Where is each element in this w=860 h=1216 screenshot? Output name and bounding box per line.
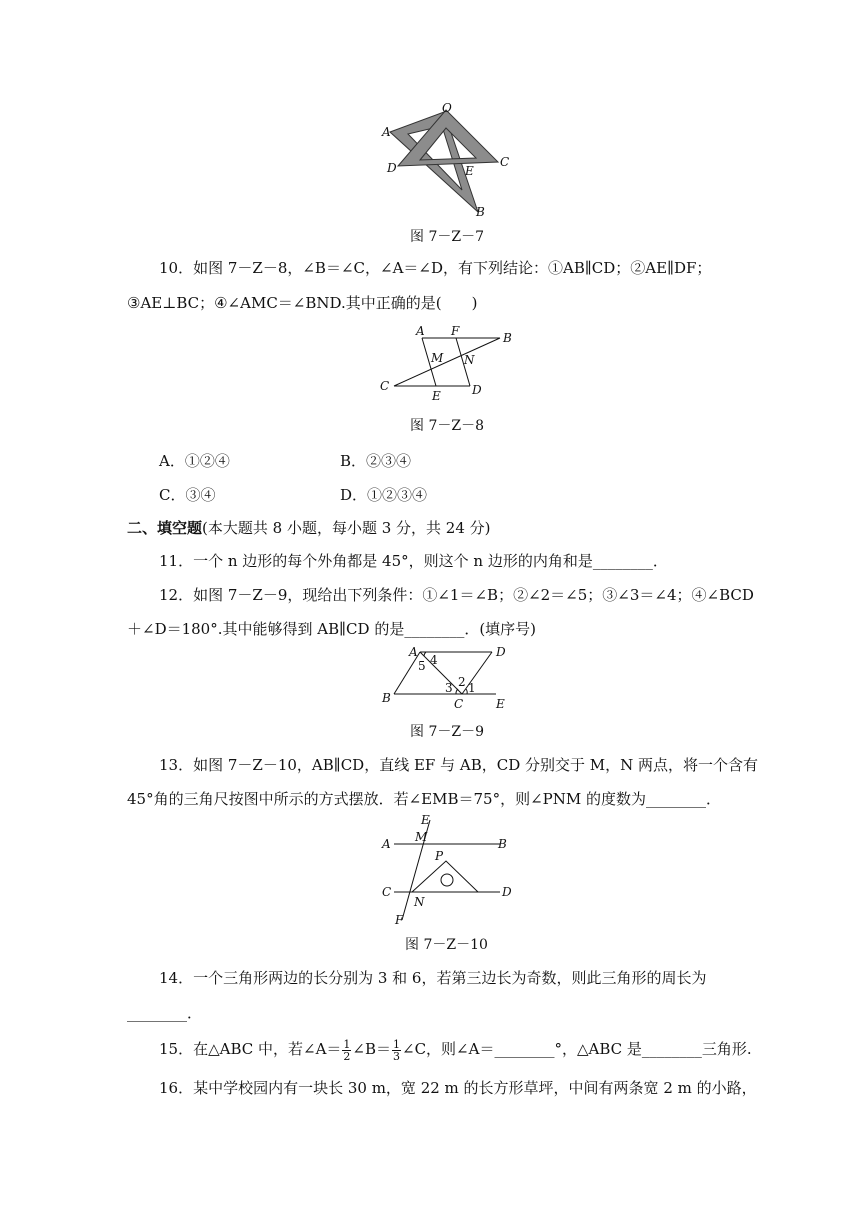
figure-7-z-8: [372, 324, 522, 404]
q12-line1: 12．如图 7－Z－9，现给出下列条件：①∠1＝∠B；②∠2＝∠5；③∠3＝∠4；④∠BCD: [159, 586, 754, 604]
fig10-label-b: B: [498, 837, 507, 851]
fig8-label-b: B: [503, 331, 512, 345]
line-cb: [394, 338, 500, 386]
section2-title: 二、填空题: [127, 519, 203, 537]
fig9-label-d: D: [496, 645, 506, 659]
fig9-angle-3: 3: [445, 681, 453, 695]
q10-option-b: B．②③④: [340, 452, 412, 470]
q10-line1: 10．如图 7－Z－8，∠B＝∠C，∠A＝∠D，有下列结论：①AB∥CD；②AE∥DF；: [159, 259, 712, 277]
fig7-label-b: B: [476, 205, 485, 219]
fig7-label-o: O: [442, 101, 452, 115]
q15-suffix: ∠C，则∠A＝________°，△ABC 是________三角形.: [402, 1040, 752, 1058]
q13-line2: 45°角的三角尺按图中所示的方式摆放．若∠EMB＝75°，则∠PNM 的度数为________．: [127, 790, 721, 808]
line-ac: [420, 652, 462, 694]
fig9-label-a: A: [409, 645, 418, 659]
section2-note: (本大题共 8 小题，每小题 3 分，共 24 分): [202, 519, 491, 537]
fig8-label-a: A: [416, 324, 425, 338]
set-square-45: [412, 861, 478, 892]
fig10-label-n: N: [414, 895, 425, 909]
fig7-label-d: D: [387, 161, 397, 175]
fraction-third: [392, 1039, 401, 1062]
q10-option-a: A．①②④: [159, 452, 230, 470]
fig9-angle-1: 1: [468, 681, 476, 695]
fig8-label-n: N: [464, 353, 475, 367]
q16-text: 16．某中学校园内有一块长 30 m，宽 22 m 的长方形草坪，中间有两条宽 2 m 的小路，: [159, 1079, 757, 1097]
fraction-third-num: 1: [393, 1037, 400, 1051]
fig9-angle-4: 4: [430, 653, 438, 667]
fig8-label-c: C: [380, 379, 390, 393]
fig10-label-p: P: [435, 849, 444, 863]
fig9-angle-2: 2: [458, 675, 466, 689]
fig8-label-m: M: [431, 351, 444, 365]
fig8-label-d: D: [472, 383, 482, 397]
fraction-third-den: 3: [393, 1049, 400, 1063]
fig9-angle-5: 5: [418, 659, 426, 673]
fraction-half-num: 1: [343, 1037, 351, 1051]
q14-line2: ________．: [127, 1004, 203, 1022]
fraction-half: [342, 1039, 351, 1062]
q15-prefix: 15．在△ABC 中，若∠A＝: [159, 1040, 342, 1058]
line-dc: [462, 652, 492, 694]
fig9-caption: 图 7－Z－9: [410, 724, 484, 740]
angle-arc-a: [424, 652, 426, 656]
set-square-hole: [441, 874, 453, 886]
fig8-caption: 图 7－Z－8: [410, 418, 484, 434]
fig10-label-m: M: [415, 830, 428, 844]
fig10-label-e: E: [421, 814, 430, 827]
q15-mid: ∠B＝: [352, 1040, 391, 1058]
fig8-label-f: F: [451, 324, 460, 338]
fig7-label-e: E: [465, 164, 474, 178]
q11-text: 11．一个 n 边形的每个外角都是 45°，则这个 n 边形的内角和是________．: [159, 552, 668, 570]
fig10-label-f: F: [395, 913, 404, 926]
fig7-caption: 图 7－Z－7: [410, 229, 484, 245]
section2-header: [127, 518, 491, 538]
q13-line1: 13．如图 7－Z－10，AB∥CD，直线 EF 与 AB，CD 分别交于 M，N 两点，将一个含有: [159, 756, 759, 774]
q12-line2: ＋∠D＝180°.其中能够得到 AB∥CD 的是________．(填序号): [127, 620, 537, 638]
fig10-label-d: D: [502, 885, 512, 899]
figure-7-z-7: [370, 98, 520, 220]
q10-line2: ③AE⊥BC；④∠AMC＝∠BND.其中正确的是( ): [127, 294, 478, 312]
fraction-half-den: 2: [343, 1049, 351, 1063]
fig7-label-c: C: [500, 155, 510, 169]
q10-option-d: D．①②③④: [340, 486, 428, 504]
fig10-label-a: A: [382, 837, 391, 851]
fig9-label-c: C: [454, 697, 464, 711]
fig10-caption: 图 7－Z－10: [405, 937, 488, 953]
fig7-label-a: A: [382, 125, 391, 139]
figure-7-z-9: [374, 644, 524, 712]
q15-text: [159, 1036, 752, 1062]
fig8-label-e: E: [432, 389, 441, 403]
fig10-label-c: C: [382, 885, 392, 899]
q10-option-c: C．③④: [159, 486, 216, 504]
fig9-label-e: E: [496, 697, 505, 711]
q14-line1: 14．一个三角形两边的长分别为 3 和 6，若第三边长为奇数，则此三角形的周长为: [159, 969, 707, 987]
figure-7-z-10: [372, 814, 522, 926]
fig9-label-b: B: [382, 691, 391, 705]
